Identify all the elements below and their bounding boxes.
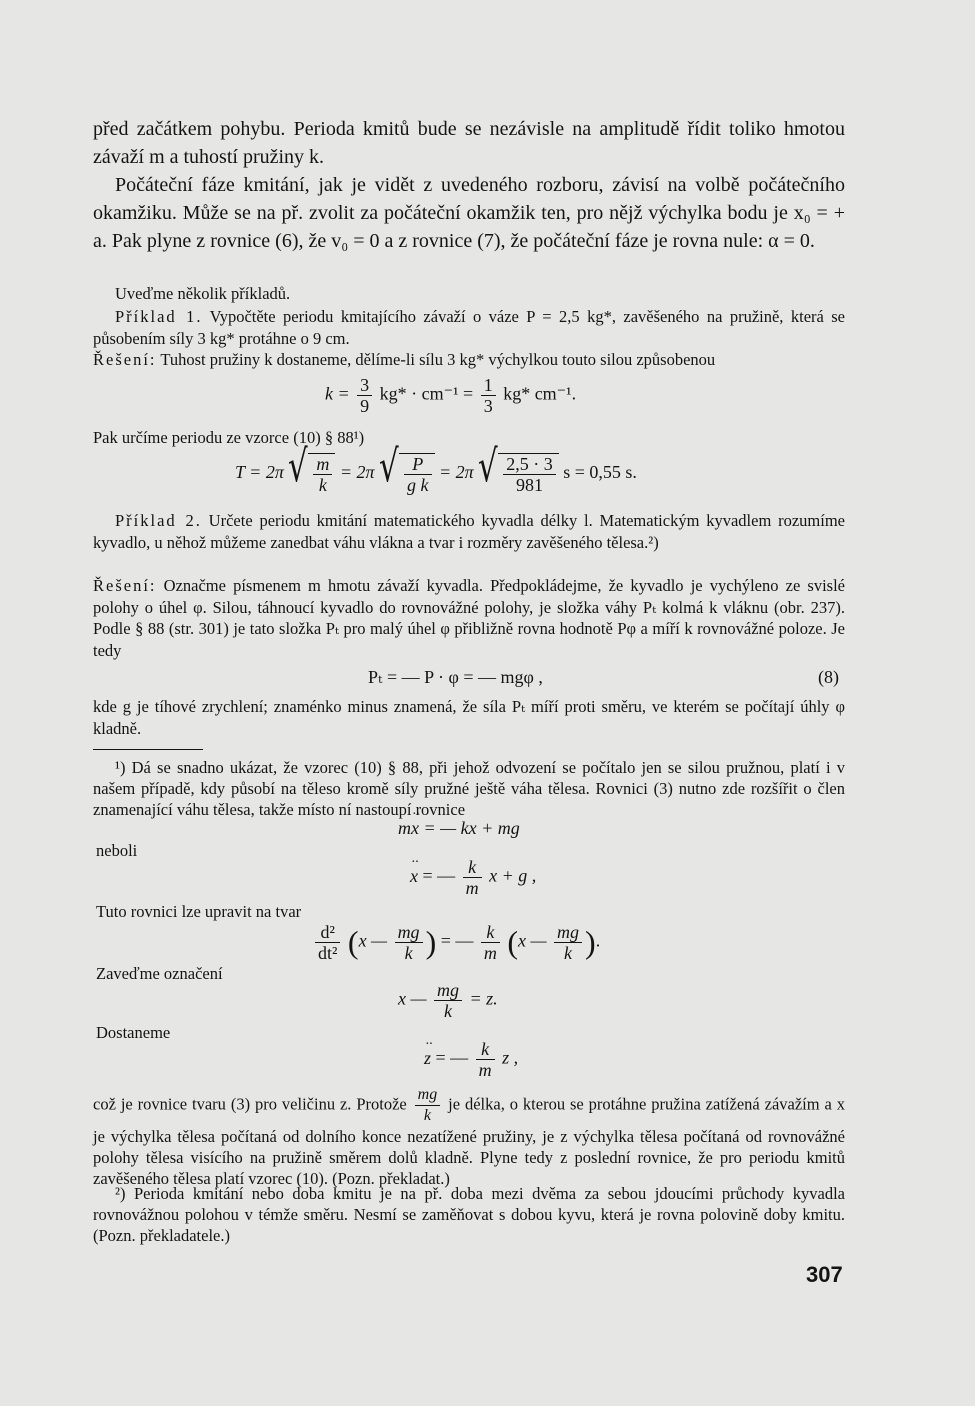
equation-period: T = 2π √ $\frac{m}{k}$ = 2π √ $\frac{P}{\text{g k}}$ = 2π √ $\frac{2,5 \cdot 3}{981}$ s = 0,55 s. [235,441,637,495]
footnote-1-continued: což je rovnice tvaru (3) pro veličinu z. Protože $\frac{mg}{k}$ je délka, o kterou se protáhne pružina zatížená závažím a x je výchylka tělesa počítaná od dolního konce nezatížené pružiny, je z výchylka tělesa počítaná od rovnovážné polohy tělesa visícího na pružině směrem dolů kladně. Plyne tedy z poslední rovnice, že pro periodu kmitů zavěšeného tělesa platí vzorec (10). (Pozn. překladat.) [93,1086,846,1188]
example-1-label: Příklad 1. [115,307,203,326]
example-2 [93,510,845,553]
paragraph-intro: před začátkem pohybu. Perioda kmitů bude se nezávisle na amplitudě řídit toliko hmotou závaží m a tuhostí pružiny k. [93,118,845,168]
footnote-2: ²) Perioda kmitání nebo doba kmitu je na př. doba mezi dvěma za sebou jdoucími průchody kyvadla rovnovážnou polohou v témže směru. Nesmí se zaměňovat s dobou kyvu, která je rovna polovině doby kmitu. (Pozn. překladatele.) [93,1184,845,1245]
footnote-equation-1: m·· x = — kx + mg [398,818,520,839]
solution-2-label: Řešení: [93,576,157,595]
solution-2 [93,575,845,661]
page-number: 307 [806,1262,843,1287]
equation-stiffness: k = $\frac{3}{9}$ kg* · cm⁻¹ = $\frac{1}{3}$ kg* cm⁻¹. [325,375,577,416]
solution-1 [93,349,845,371]
equation-8: Pₜ = — P · φ = — mgφ , [368,667,543,687]
example-1 [93,306,845,349]
label-neboli: neboli [96,841,138,860]
label-dostaneme: Dostaneme [96,1023,171,1042]
solution-1-label: Řešení: [93,350,157,369]
equation-8-number: (8) [818,667,839,687]
solution-2-text: Označme písmenem m hmotu závaží kyvadla. Předpokládejme, že kyvadlo je vychýleno ze svislé polohy o úhel φ. Silou, táhnoucí kyvadlo do rovnovážné polohy, je složka váhy Pₜ kolmá k vláknu (obr. 237). Podle § 88 (str. 301) je tato složka Pₜ pro malý úhel φ přibližně rovna hodnotě Pφ a míří k rovnovážné poloze. Je tedy [93,576,846,660]
paragraph-after-eq8: kde g je tíhové zrychlení; znaménko minus znamená, že síla Pₜ míří proti směru, ve kterém se počítají úhly φ kladně. [93,697,845,738]
footnote-equation-2: ·· x = — $\frac{k}{m}$ x + g , [410,857,536,898]
period-intro: Pak určíme periodu ze vzorce (10) § 88¹) [93,428,365,447]
footnote-equation-3: $\frac{\text{d²}}{\text{dt²}}$ (x — $\frac{mg}{k}$ ) = — $\frac{k}{m}$ (x — $\frac{mg}{k}$ ). [312,922,600,963]
label-tvar: Tuto rovnici lze upravit na tvar [96,902,302,921]
example-1-text: Vypočtěte periodu kmitajícího závaží o váze P = 2,5 kg*, zavěšeného na pružině, která se působením síly 3 kg* protáhne o 9 cm. [93,307,846,348]
label-oznaceni: Zaveďme označení [96,964,223,983]
example-2-label: Příklad 2. [115,511,202,530]
paragraph-initial-phase: Počáteční fáze kmitání, jak je vidět z uvedeného rozboru, závisí na volbě počátečního okamžiku. Může se na př. zvolit za počáteční okamžik ten, pro nějž výchylka bodu je x₀ = + a. Pak plyne z rovnice (6), že v₀ = 0 a z rovnice (7), že počáteční fáze je rovna nule: α = 0. [93,174,845,252]
footnote-divider [93,749,203,750]
footnote-equation-5: ·· z = — $\frac{k}{m}$ z , [424,1039,518,1080]
footnote-equation-4: x — $\frac{mg}{k}$ = z. [398,980,498,1021]
footnote-1: ¹) Dá se snadno ukázat, že vzorec (10) § 88, při jehož odvození se počítalo jen se silou pružnou, platí i v našem případě, kdy působí na těleso kromě síly pružné ještě váha tělesa. Rovnici (3) nutno zde rozšířit o člen znamenající váhu tělesa, takže místo ní nastoupí rovnice [93,758,845,819]
example-2-text: Určete periodu kmitání matematického kyvadla délky l. Matematickým kyvadlem rozumíme kyvadlo, u něhož můžeme zanedbat váhu vlákna a tvar i rozměry zavěšeného tělesa.²) [93,511,845,552]
examples-intro: Uveďme několik příkladů. [115,284,291,303]
solution-1-text: Tuhost pružiny k dostaneme, dělíme-li sílu 3 kg* výchylkou touto silou způsobenou [160,350,716,369]
